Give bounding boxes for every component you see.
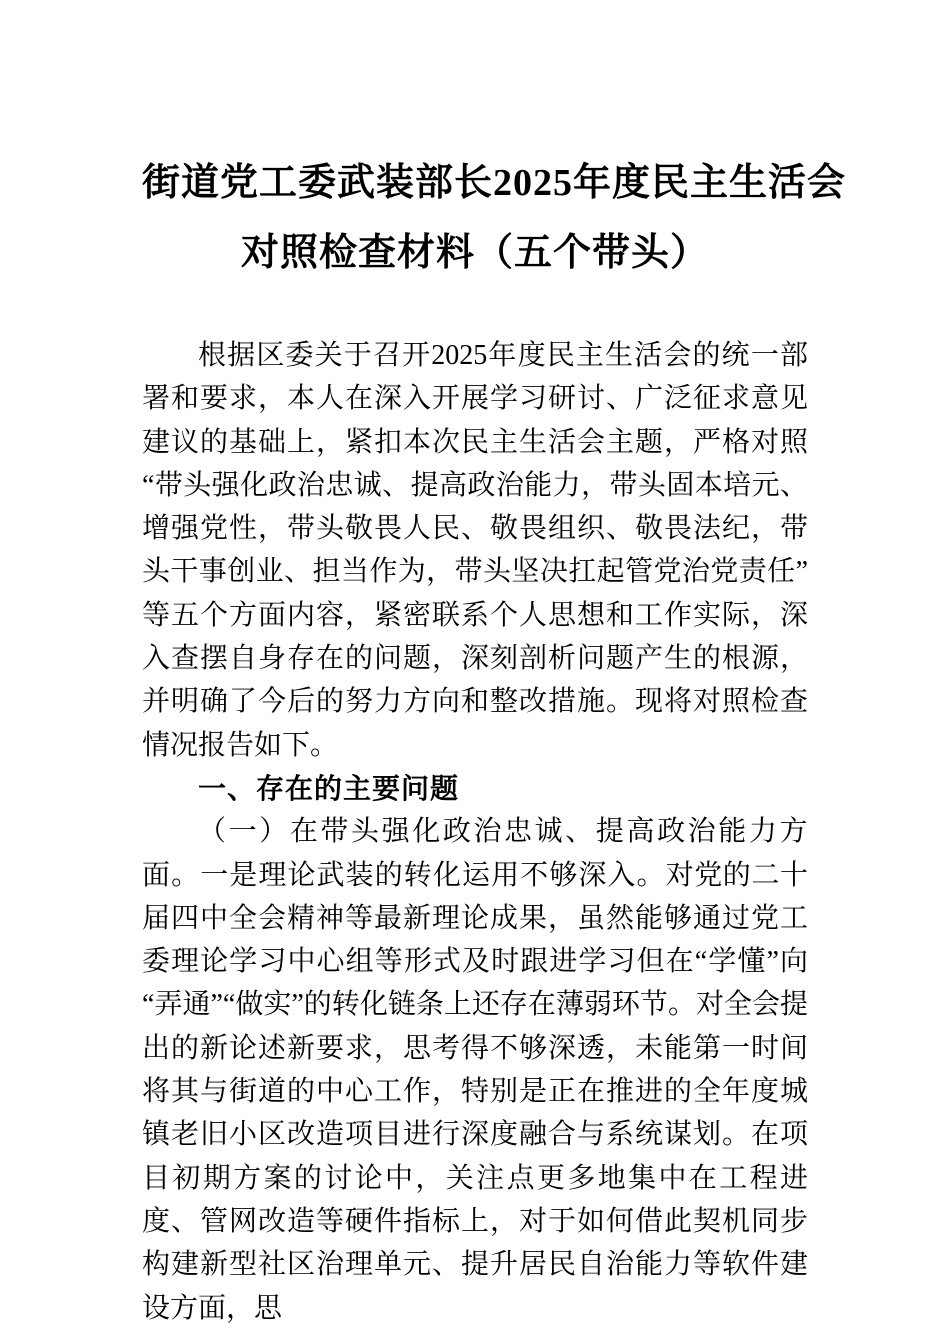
title-line-2: 对照检查材料（五个带头） (240, 232, 709, 274)
subsection-point-lead: 一是理论武装的转化运用不够深入。 (200, 859, 666, 891)
document-title (142, 0, 847, 288)
section-heading-main-problems: 一、存在的主要问题 (198, 772, 460, 804)
subsection-paragraph (142, 810, 808, 1330)
title-line-1: 街道党工委武装部长2025年度民主生活会 (142, 162, 847, 204)
subsection-lead: （一）在带头强化政治忠诚、提高政治能力方面。 (142, 816, 808, 891)
subsection-body-text: 对党的二十届四中全会精神等最新理论成果，虽然能够通过党工委理论学习中心组等形式及时跟进学习但在“学懂”向“弄通”“做实”的转化链条上还存在薄弱环节。对全会提出的新论述新要求，思考得不够深透，未能第一时间将其与街道的中心工作，特别是正在推进的全年度城镇老旧小区改造项目进行深度融合与系统谋划。在项目初期方案的讨论中，关注点更多地集中在工程进度、管网改造等硬件指标上，对于如何借此契机同步构建新型社区治理单元、提升居民自治能力等软件建设方面，思 (142, 859, 808, 1324)
document-body (142, 0, 847, 1330)
document-text (142, 334, 808, 1330)
intro-paragraph: 根据区委关于召开2025年度民主生活会的统一部署和要求，本人在深入开展学习研讨、广泛征求意见建议的基础上，紧扣本次民主生活会主题，严格对照“带头强化政治忠诚、提高政治能力，带头固本培元、增强党性，带头敬畏人民、敬畏组织、敬畏法纪，带头干事创业、担当作为，带头坚决扛起管党治党责任”等五个方面内容，紧密联系个人思想和工作实际，深入查摆自身存在的问题，深刻剖析问题产生的根源，并明确了今后的努力方向和整改措施。现将对照检查情况报告如下。 (142, 340, 808, 761)
